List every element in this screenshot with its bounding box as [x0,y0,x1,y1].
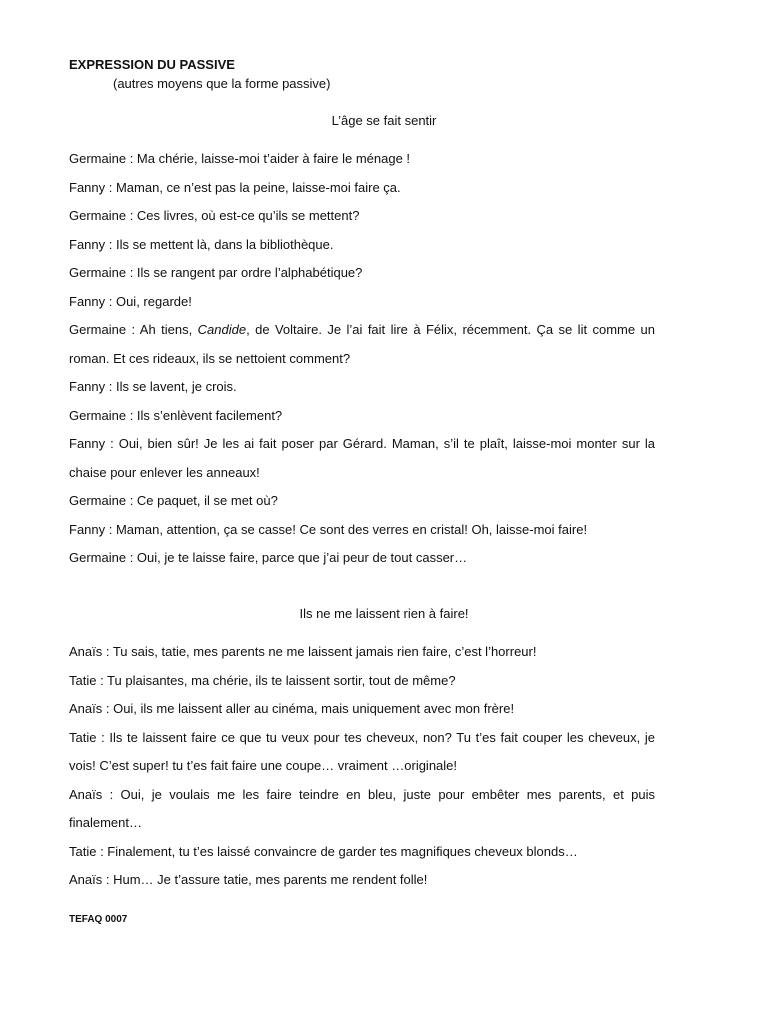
dialogue-line: Fanny : Oui, regarde! [69,293,192,309]
dialogue-section-2 [69,638,655,895]
dialogue-line: Tatie : Ils te laissent faire ce que tu veux pour tes cheveux, non? Tu t’es fait couper les cheveux, je vois! C’est super! tu t’es fait faire une coupe… vraiment …originale! [69,729,655,773]
dialogue-line: Germaine : Ces livres, où est-ce qu’ils se mettent? [69,208,360,223]
candide-title: Candide [197,322,247,337]
section-title-1: L’âge se fait sentir [331,113,437,128]
dialogue-line: Germaine : Ce paquet, il se met où? [69,493,278,508]
dialogue-line: Anaïs : Tu sais, tatie, mes parents ne me laissent jamais rien faire, c’est l’horreur! [69,644,537,659]
footer-code: TEFAQ 0007 [69,914,128,925]
dialogue-line: Germaine : Ils se rangent par ordre l’alphabétique? [69,265,363,280]
dialogue-line-candide [69,316,655,373]
dialogue-section-1 [69,145,655,573]
dialogue-line: Germaine : Ma chérie, laisse-moi t’aider à faire le ménage ! [69,151,411,166]
dialogue-line: Tatie : Tu plaisantes, ma chérie, ils te laissent sortir, tout de même? [69,672,456,688]
dialogue-line: Fanny : Maman, ce n’est pas la peine, laisse-moi faire ça. [69,179,401,195]
candide-suffix: , de Voltaire. Je l’ai fait lire à Félix, récemment. Ça se lit comme un roman. Et ces rideaux, ils se nettoient comment? [69,322,655,366]
document-subtitle: (autres moyens que la forme passive) [113,76,331,91]
document-title: EXPRESSION DU PASSIVE [69,57,235,72]
dialogue-line: Fanny : Oui, bien sûr! Je les ai fait poser par Gérard. Maman, s’il te plaît, laisse-moi monter sur la chaise pour enlever les anneaux! [69,436,655,480]
candide-prefix: Germaine : Ah tiens, [69,322,198,337]
dialogue-line: Fanny : Maman, attention, ça se casse! Ce sont des verres en cristal! Oh, laisse-moi faire! [69,521,588,537]
dialogue-line: Tatie : Finalement, tu t’es laissé convaincre de garder tes magnifiques cheveux blonds… [69,843,578,859]
section-title-2: Ils ne me laissent rien à faire! [299,606,469,621]
dialogue-line: Germaine : Ils s’enlèvent facilement? [69,407,283,423]
dialogue-line: Fanny : Ils se lavent, je crois. [69,379,237,394]
dialogue-line: Anaïs : Oui, je voulais me les faire teindre en bleu, juste pour embêter mes parents, et puis finalement… [69,786,655,830]
dialogue-line: Germaine : Oui, je te laisse faire, parce que j’ai peur de tout casser… [69,550,468,565]
dialogue-line: Anaïs : Oui, ils me laissent aller au cinéma, mais uniquement avec mon frère! [69,701,515,716]
dialogue-line: Fanny : Ils se mettent là, dans la bibliothèque. [69,236,334,252]
dialogue-line: Anaïs : Hum… Je t’assure tatie, mes parents me rendent folle! [69,872,428,887]
